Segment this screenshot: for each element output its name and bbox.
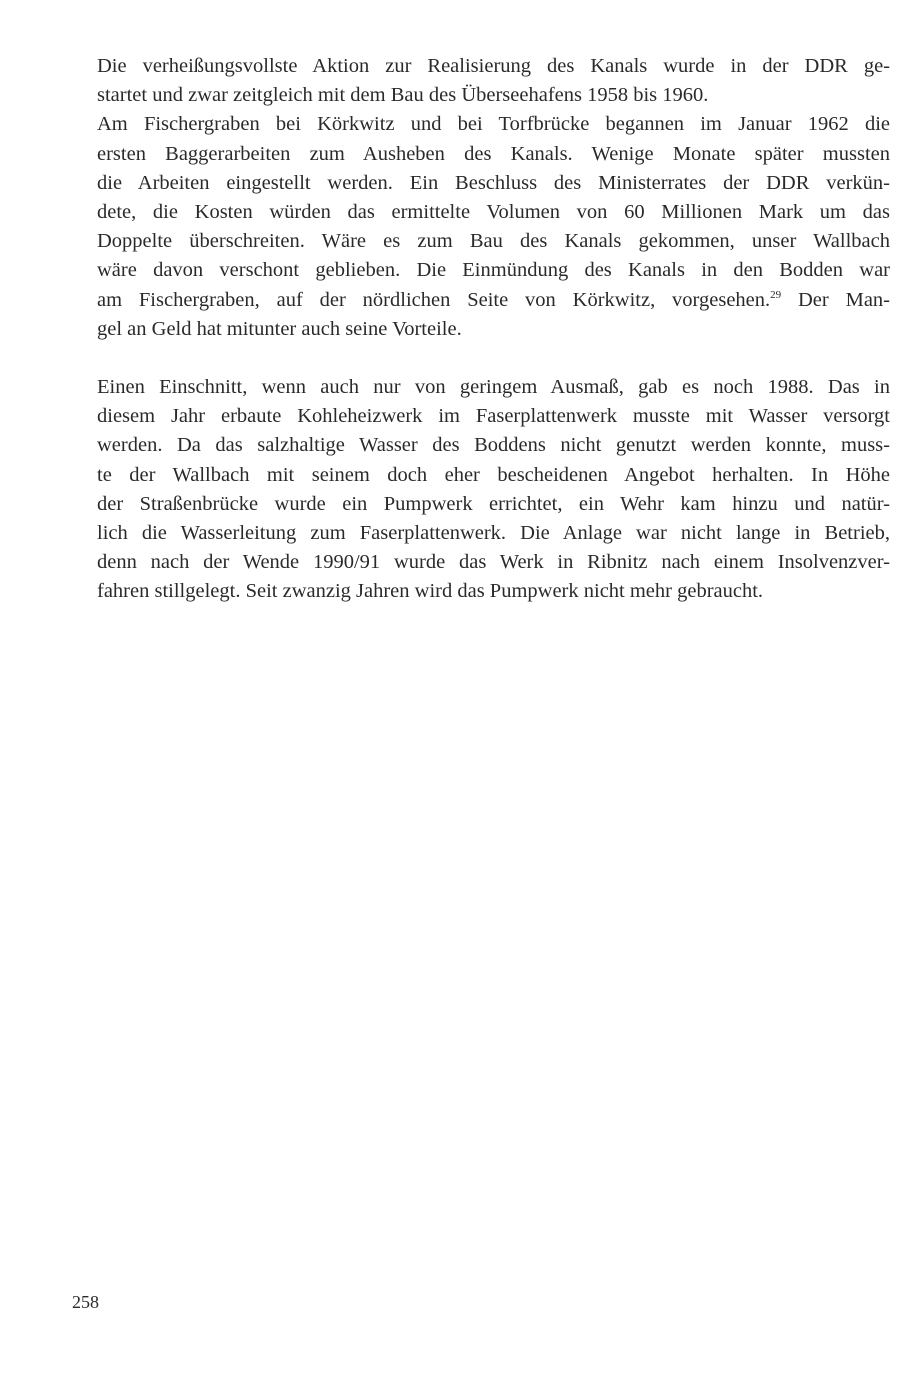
text-line: fahren stillgelegt. Seit zwanzig Jahren wird das Pumpwerk nicht mehr gebraucht. bbox=[97, 580, 764, 603]
text-line: lich die Wasserleitung zum Faserplattenwerk. Die Anlage war nicht lange in Betrieb, bbox=[97, 522, 890, 544]
text-line: Doppelte überschreiten. Wäre es zum Bau des Kanals gekommen, unser Wallbach bbox=[97, 230, 890, 253]
text-line: Am Fischergraben bei Körkwitz und bei Torfbrücke begannen im Januar 1962 die bbox=[97, 113, 890, 136]
paragraph-1 bbox=[97, 52, 890, 344]
text-line-with-footnote bbox=[97, 286, 890, 315]
body-text bbox=[97, 52, 890, 607]
text-line: die Arbeiten eingestellt werden. Ein Beschluss des Ministerrates der DDR verkün- bbox=[97, 171, 890, 194]
paragraph-gap bbox=[97, 344, 890, 373]
text-line: diesem Jahr erbaute Kohleheizwerk im Faserplattenwerk musste mit Wasser versorgt bbox=[97, 405, 890, 428]
text-line: der Straßenbrücke wurde ein Pumpwerk errichtet, ein Wehr kam hinzu und natür- bbox=[97, 492, 890, 515]
text-line: Einen Einschnitt, wenn auch nur von geringem Ausmaß, gab es noch 1988. Das in bbox=[97, 376, 890, 399]
text-line: startet und zwar zeitgleich mit dem Bau des Überseehafens 1958 bis 1960. bbox=[97, 84, 709, 107]
paragraph-2 bbox=[97, 373, 890, 607]
text-line: dete, die Kosten würden das ermittelte Volumen von 60 Millionen Mark um das bbox=[97, 200, 890, 223]
text-line: denn nach der Wende 1990/91 wurde das Werk in Ribnitz nach einem Insolvenzver- bbox=[97, 551, 890, 574]
text-line: gel an Geld hat mitunter auch seine Vorteile. bbox=[97, 317, 462, 340]
text-line: te der Wallbach mit seinem doch eher bescheidenen Angebot herhalten. In Höhe bbox=[97, 463, 890, 486]
text-line: wäre davon verschont geblieben. Die Einmündung des Kanals in den Bodden war bbox=[97, 259, 890, 282]
text-fragment: am Fischergraben, auf der nördlichen Seite von Körkwitz, vorgesehen. bbox=[97, 288, 771, 311]
text-line: ersten Baggerarbeiten zum Ausheben des Kanals. Wenige Monate später mussten bbox=[97, 142, 890, 165]
footnote-reference: 29 bbox=[770, 288, 782, 301]
text-line: werden. Da das salzhaltige Wasser des Boddens nicht genutzt werden konnte, muss- bbox=[97, 434, 890, 457]
text-fragment: Der Man- bbox=[781, 288, 890, 311]
text-line: Die verheißungsvollste Aktion zur Realisierung des Kanals wurde in der DDR ge- bbox=[97, 55, 890, 77]
page-number: 258 bbox=[72, 1292, 99, 1312]
